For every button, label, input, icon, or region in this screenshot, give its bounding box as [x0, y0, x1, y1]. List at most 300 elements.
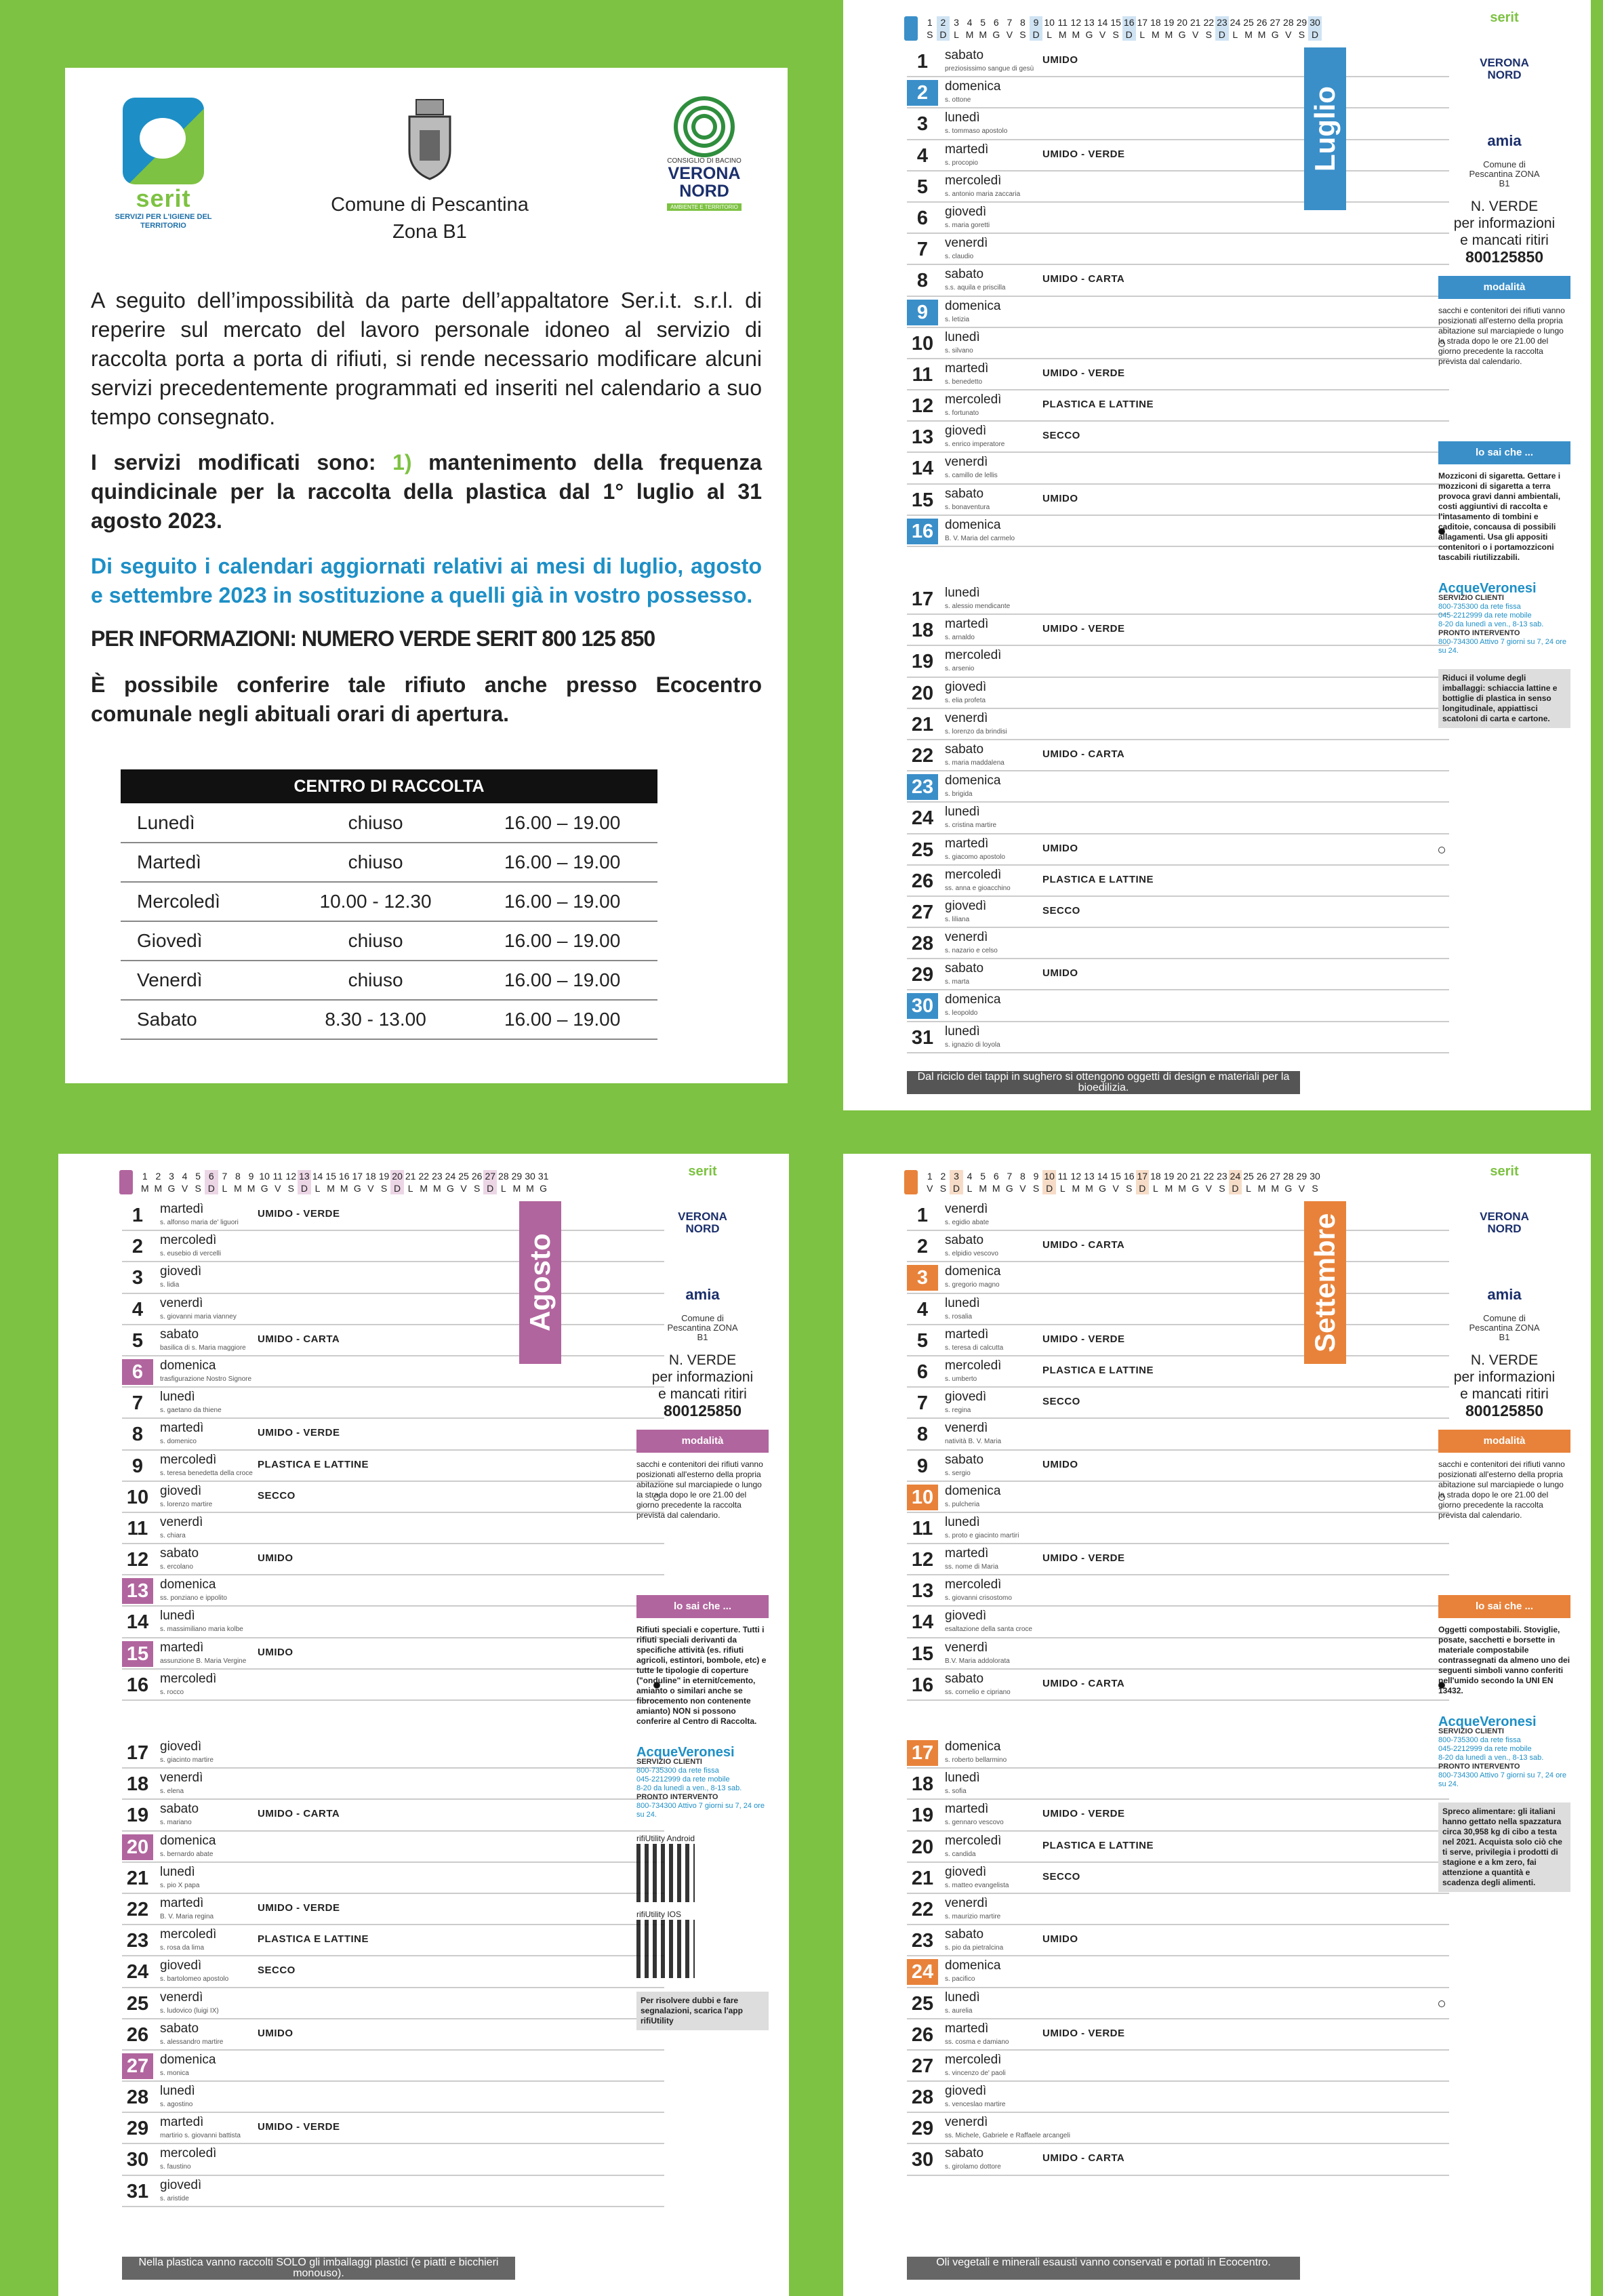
service-label: UMIDO - CARTA [1042, 748, 1125, 760]
strip-day: 30 D [1308, 16, 1322, 41]
day-number: 12 [126, 1549, 149, 1571]
strip-weekday: S [927, 29, 933, 40]
saint-name: s. bartolomeo apostolo [160, 1975, 229, 1983]
strip-weekday: V [1205, 1183, 1212, 1194]
modalita-badge: modalità [1438, 1430, 1570, 1453]
strip-weekday: G [447, 1183, 454, 1194]
serit-leaf-icon [123, 98, 204, 184]
strip-weekday: L [1152, 1183, 1158, 1194]
day-number: 23 [907, 774, 938, 800]
day-name: venerdì [160, 1295, 203, 1310]
notice-panel [65, 68, 788, 1083]
saint-name: s. gennaro vescovo [945, 1819, 1004, 1827]
saint-name: natività B. V. Maria [945, 1438, 1002, 1446]
service-label: PLASTICA E LATTINE [1042, 1839, 1154, 1851]
side-vn-logo [636, 1211, 769, 1235]
day-name: sabato [160, 1327, 199, 1342]
serit-logo-subtitle: SERVIZI PER L'IGIENE DEL TERRITORIO [115, 213, 212, 230]
saint-name: assunzione B. Maria Vergine [160, 1657, 247, 1665]
nverde-number: 800125850 [1465, 1402, 1544, 1419]
side-vn2: NORD [685, 1222, 720, 1235]
strip-day: 31 G [537, 1170, 550, 1194]
side-amia-logo: amia [1487, 132, 1522, 149]
strip-weekday: D [300, 1183, 308, 1194]
strip-weekday: M [433, 1183, 441, 1194]
strip-day: 16 D [1122, 16, 1136, 41]
day-number: 26 [911, 870, 934, 892]
strip-weekday: S [195, 1183, 201, 1194]
day-name: lunedì [945, 110, 980, 125]
day-number: 19 [126, 1805, 149, 1827]
day-row [907, 1925, 1449, 1956]
strip-weekday: G [1271, 29, 1279, 40]
centro-row [121, 961, 657, 1000]
day-row [122, 1294, 664, 1325]
day-number: 5 [916, 1329, 929, 1352]
day-name: lunedì [945, 1024, 980, 1039]
day-name: mercoledì [945, 648, 1002, 663]
day-row [122, 1607, 664, 1638]
service-label: UMIDO - VERDE [1042, 1333, 1125, 1345]
day-row [907, 108, 1449, 140]
strip-day: 12 M [1070, 16, 1083, 41]
p2b: mantenimento della frequenza quindicinale per la raccolta della plastica dal 1° luglio al 31 agosto 2023. [91, 450, 763, 533]
saint-name: s. pio X papa [160, 1881, 200, 1889]
saint-name: s. brigida [945, 790, 973, 799]
strip-day: 10 L [1042, 16, 1056, 41]
strip-day: 28 V [1282, 16, 1295, 41]
day-number: 21 [911, 713, 934, 736]
day-row [907, 866, 1449, 897]
day-number: 26 [911, 2023, 934, 2046]
service-label: SECCO [1042, 430, 1080, 442]
side-comune: Comune di Pescantina ZONA B1 [1469, 159, 1540, 188]
day-row [907, 390, 1449, 422]
month-tab: Settembre [1304, 1201, 1346, 1364]
saint-name: s. faustino [160, 2163, 191, 2171]
saint-name: B. V. Maria del carmelo [945, 534, 1015, 542]
strip-day: 17 L [1136, 16, 1150, 41]
day-name: mercoledì [945, 867, 1002, 882]
strip-day: 2 D [937, 16, 950, 41]
day-name: sabato [945, 1452, 984, 1467]
day-row [122, 1451, 664, 1482]
strip-day: 12 M [1070, 1170, 1083, 1194]
acq-l2: 045-2212999 da rete mobile [1438, 1745, 1532, 1753]
saint-name: s. maurizio martire [945, 1912, 1001, 1920]
day-number: 28 [911, 2087, 934, 2109]
day-row [122, 1800, 664, 1831]
saint-name: martirio s. giovanni battista [160, 2132, 241, 2140]
day-row [907, 1638, 1449, 1670]
calendar-settembre [843, 1154, 1591, 2296]
strip-weekday: S [380, 1183, 388, 1194]
service-label: SECCO [258, 1489, 296, 1502]
saint-name: s. leopoldo [945, 1009, 978, 1018]
service-label: SECCO [258, 1965, 296, 1977]
service-label: UMIDO - VERDE [258, 1208, 340, 1220]
strip-weekday: G [1284, 1183, 1293, 1194]
day-row [907, 1388, 1449, 1419]
strip-weekday: M [154, 1183, 163, 1194]
side-serit-logo: serit [688, 1164, 717, 1179]
strip-weekday: V [927, 1183, 933, 1194]
day-number: 13 [911, 1580, 934, 1603]
strip-weekday: L [967, 1183, 973, 1194]
strip-weekday: L [1059, 1183, 1066, 1194]
day-name: mercoledì [945, 1577, 1002, 1592]
nverde1: N. VERDE [668, 1352, 737, 1368]
day-row [122, 1925, 664, 1956]
day-name: martedì [160, 1202, 204, 1216]
day-name: martedì [160, 2115, 204, 2130]
vn-big2: NORD [679, 182, 729, 201]
centro-afternoon: 16.00 – 19.00 [467, 882, 657, 921]
side-vn2: NORD [1487, 1222, 1522, 1235]
day-number: 11 [127, 1517, 148, 1539]
day-row [907, 1863, 1449, 1894]
strip-weekday: M [1085, 1183, 1093, 1194]
side-serit-logo: serit [1490, 10, 1519, 25]
day-number: 21 [126, 1867, 149, 1889]
day-number: 4 [916, 1298, 929, 1321]
strip-day: 11 M [1056, 16, 1070, 41]
day-row [122, 1670, 664, 1701]
strip-day: 21 G [1189, 1170, 1202, 1194]
saint-name: s. sergio [945, 1469, 971, 1477]
app-ios-label: rifiUtility IOS [636, 1910, 681, 1919]
strip-weekday: D [1311, 29, 1319, 40]
saint-name: s. elena [160, 1788, 184, 1796]
day-row [122, 1544, 664, 1575]
strip-weekday: G [992, 29, 1000, 40]
saint-name: s. chiara [160, 1531, 186, 1539]
day-name: martedì [945, 1802, 989, 1817]
strip-day: 17 D [1136, 1170, 1150, 1194]
day-name: giovedì [945, 204, 987, 219]
saint-name: s. rocco [160, 1688, 184, 1696]
strip-weekday: G [1005, 1183, 1013, 1194]
saint-name: ss. anna e gioacchino [945, 884, 1011, 892]
strip-weekday: V [460, 1183, 467, 1194]
day-name: venerdì [945, 930, 988, 945]
side-column [1438, 12, 1570, 728]
strip-day: 6 G [990, 16, 1003, 41]
day-row [907, 709, 1449, 740]
day-number: 10 [126, 1486, 149, 1508]
centro-day: Martedì [121, 843, 284, 882]
strip-day: 27 M [1268, 1170, 1282, 1194]
service-label: UMIDO - CARTA [1042, 273, 1125, 285]
day-name: venerdì [945, 1202, 988, 1216]
strip-day: 8 V [1016, 1170, 1030, 1194]
saint-name: s. mariano [160, 1819, 192, 1827]
day-number: 5 [916, 176, 929, 198]
centro-morning: 10.00 - 12.30 [284, 882, 467, 921]
saint-name: s. lidia [160, 1281, 180, 1289]
day-row [907, 2019, 1449, 2051]
saint-name: s. camillo de lellis [945, 472, 998, 480]
strip-day: 22 M [417, 1170, 430, 1194]
strip-month-tag [904, 16, 918, 41]
strip-day: 29 V [1295, 1170, 1309, 1194]
day-number: 25 [126, 1992, 149, 2015]
strip-weekday: G [1085, 29, 1093, 40]
day-number: 6 [916, 207, 929, 229]
nverde3: e mancati ritiri [658, 1386, 747, 1402]
day-number: 25 [911, 1992, 934, 2015]
day-name: lunedì [945, 586, 980, 600]
service-label: PLASTICA E LATTINE [258, 1933, 369, 1946]
day-row [907, 740, 1449, 771]
strip-day: 7 L [218, 1170, 232, 1194]
day-number: 17 [126, 1742, 149, 1764]
day-number: 16 [911, 1674, 934, 1696]
day-row [907, 928, 1449, 959]
saint-name: preziosissimo sangue di gesù [945, 65, 1034, 73]
strip-weekday: M [965, 29, 974, 40]
day-row [122, 1863, 664, 1894]
day-name: mercoledì [945, 1358, 1002, 1373]
day-row [122, 2019, 664, 2051]
day-number: 16 [126, 1674, 149, 1696]
side-comune: Comune di Pescantina ZONA B1 [667, 1313, 738, 1342]
strip-weekday: L [222, 1183, 228, 1194]
saint-name: s. bonaventura [945, 503, 990, 511]
day-row [907, 1956, 1449, 1988]
day-row [907, 1670, 1449, 1701]
side-numero-verde [1438, 1352, 1570, 1420]
service-label: SECCO [1042, 1870, 1080, 1882]
day-row [907, 422, 1449, 453]
centro-row [121, 843, 657, 882]
day-number: 23 [126, 1930, 149, 1952]
nverde3: e mancati ritiri [1460, 233, 1549, 248]
day-row [907, 1262, 1449, 1293]
day-name: mercoledì [160, 1927, 217, 1942]
day-row [907, 678, 1449, 709]
strip-day: 20 M [1175, 1170, 1189, 1194]
strip-weekday: V [367, 1183, 374, 1194]
day-row [907, 646, 1449, 677]
day-number: 2 [916, 1236, 929, 1258]
day-number: 9 [907, 300, 938, 325]
strip-weekday: M [1164, 1183, 1173, 1194]
strip-weekday: S [1019, 29, 1026, 40]
service-label: UMIDO [1042, 967, 1078, 980]
strip-weekday: V [181, 1183, 188, 1194]
strip-day: 20 D [390, 1170, 404, 1194]
footer-bar: Oli vegetali e minerali esausti vanno conservati e portati in Ecocentro. [907, 2257, 1300, 2280]
day-name: sabato [160, 1802, 199, 1817]
strip-day: 1 S [923, 16, 937, 41]
strip-day: 3 L [950, 16, 963, 41]
nverde2: per informazioni [1453, 216, 1556, 231]
saint-name: s. liliana [945, 915, 970, 923]
vn-bar: AMBIENTE E TERRITORIO [667, 203, 742, 211]
service-label: UMIDO [1042, 54, 1078, 66]
day-name: venerdì [160, 1990, 203, 2005]
acq-l4: 800-734300 Attivo 7 giorni su 7, 24 ore su 24. [1438, 1771, 1566, 1788]
day-number: 4 [916, 144, 929, 167]
day-number: 31 [126, 2180, 149, 2202]
strip-day: 1 M [138, 1170, 152, 1194]
day-row [907, 1451, 1449, 1482]
day-name: domenica [945, 1264, 1001, 1279]
day-number: 2 [131, 1236, 144, 1258]
comune-line2: Zona B1 [392, 221, 467, 243]
strip-weekday: V [1112, 1183, 1119, 1194]
day-row [907, 1482, 1449, 1513]
saint-name: s. alfonso maria de' liguori [160, 1219, 239, 1226]
side-comune: Comune di Pescantina ZONA B1 [1469, 1313, 1540, 1342]
strip-day: 15 M [324, 1170, 338, 1194]
strip-day: 4 L [963, 1170, 977, 1194]
strip-day: 18 V [364, 1170, 378, 1194]
day-number: 15 [911, 1643, 934, 1665]
saint-name: s. ercolano [160, 1563, 193, 1571]
strip-day: 18 M [1149, 16, 1162, 41]
day-row [907, 297, 1449, 328]
day-name: sabato [945, 1233, 984, 1248]
footer-bar: Dal riciclo dei tappi in sughero si ottengono oggetti di design e materiali per la bioedilizia. [907, 1071, 1300, 1094]
day-row [122, 1988, 664, 2019]
strip-weekday: M [1058, 29, 1067, 40]
strip-day: 23 S [1215, 1170, 1229, 1194]
strip-day: 21 V [1189, 16, 1202, 41]
day-number: 24 [911, 807, 934, 830]
day-name: martedì [160, 1640, 204, 1655]
day-number: 14 [911, 1611, 934, 1634]
strip-weekday: V [1285, 29, 1292, 40]
day-name: martedì [945, 2021, 989, 2036]
day-number: 30 [911, 2149, 934, 2171]
service-label: UMIDO - CARTA [1042, 1677, 1125, 1689]
saint-name: s. ottone [945, 96, 971, 104]
day-name: domenica [945, 298, 1001, 313]
verona-nord-rings-icon [674, 96, 735, 157]
saint-name: s. ignazio di loyola [945, 1041, 1000, 1049]
strip-weekday: G [353, 1183, 361, 1194]
strip-weekday: M [1072, 29, 1080, 40]
day-number: 7 [916, 239, 929, 261]
strip-weekday: L [954, 29, 959, 40]
calendar-luglio [843, 0, 1591, 1110]
day-number: 14 [911, 458, 934, 480]
strip-weekday: M [1178, 1183, 1186, 1194]
day-number: 31 [911, 1026, 934, 1049]
side-column [636, 1166, 769, 2030]
day-name: domenica [945, 517, 1001, 532]
qr-android-icon [636, 1844, 695, 1902]
saint-name: B. V. Maria regina [160, 1912, 214, 1920]
saint-name: s. vincenzo de' paoli [945, 2069, 1006, 2077]
strip-day: 9 D [1030, 16, 1043, 41]
modalita-badge: modalità [636, 1430, 769, 1453]
day-name: giovedì [945, 1609, 987, 1624]
acq-l1: 800-735300 da rete fissa [1438, 1736, 1521, 1744]
centro-afternoon: 16.00 – 19.00 [467, 843, 657, 882]
tip2-box: Per risolvere dubbi e fare segnalazioni, scarica l'app rifiUtility [636, 1992, 769, 2030]
saint-name: s. nazario e celso [945, 947, 998, 955]
centro-morning: 8.30 - 13.00 [284, 1000, 467, 1039]
days-list [907, 1200, 1449, 2176]
moon-phase-icon [1438, 847, 1445, 853]
day-name: giovedì [945, 2084, 987, 2099]
centro-afternoon: 16.00 – 19.00 [467, 803, 657, 843]
day-number: 22 [126, 1898, 149, 1920]
day-row [907, 1894, 1449, 1925]
strip-weekday: L [314, 1183, 321, 1194]
day-name: sabato [945, 486, 984, 501]
day-name: venerdì [945, 1421, 988, 1436]
day-number: 2 [907, 80, 938, 106]
saint-name: s. sofia [945, 1788, 967, 1796]
strip-weekday: D [1032, 29, 1040, 40]
day-name: venerdì [945, 710, 988, 725]
saint-name: ss. cornelio e cipriano [945, 1688, 1011, 1696]
day-number: 13 [122, 1578, 153, 1604]
strip-day: 8 S [1016, 16, 1030, 41]
day-row [907, 2082, 1449, 2113]
notice-paragraph-3: Di seguito i calendari aggiornati relativi ai mesi di luglio, agosto e settembre 2023 in sostituzione a quelli già in vostro possesso. [91, 554, 762, 607]
centro-row [121, 882, 657, 921]
centro-morning: chiuso [284, 921, 467, 961]
strip-day: 28 L [497, 1170, 510, 1194]
day-row [122, 1231, 664, 1262]
strip-day: 4 M [963, 16, 977, 41]
day-row [907, 1022, 1449, 1053]
saint-name: s. maria maddalena [945, 759, 1005, 767]
service-label: UMIDO [258, 1646, 293, 1658]
strip-day: 6 M [990, 1170, 1003, 1194]
strip-day: 30 M [523, 1170, 537, 1194]
saint-name: s. fortunato [945, 409, 979, 418]
day-row [122, 1575, 664, 1607]
strip-weekday: M [1257, 29, 1266, 40]
strip-day: 25 L [1242, 1170, 1255, 1194]
strip-day: 13 G [1082, 16, 1096, 41]
day-row [122, 2082, 664, 2113]
saint-name: ss. ponziano e ippolito [160, 1594, 227, 1603]
vn-big1: VERONA [668, 164, 741, 183]
strip-weekday: D [952, 1183, 960, 1194]
strip-day: 16 S [1122, 1170, 1136, 1194]
service-label: UMIDO - VERDE [1042, 148, 1125, 160]
saint-name: s. candida [945, 1850, 976, 1858]
acq-l3: 8-20 da lunedì a ven., 8-13 sab. [636, 1784, 742, 1792]
acq-pi: PRONTO INTERVENTO [636, 1793, 718, 1801]
day-strip-top [904, 1170, 1322, 1194]
centro-morning: chiuso [284, 843, 467, 882]
strip-day: 26 M [1255, 1170, 1269, 1194]
notice-info: PER INFORMAZIONI: NUMERO VERDE SERIT 800 125 850 [91, 626, 655, 651]
day-name: venerdì [160, 1771, 203, 1786]
saint-name: s. arnaldo [945, 634, 975, 642]
strip-day: 7 V [1003, 16, 1017, 41]
day-row [907, 359, 1449, 390]
day-name: sabato [945, 2146, 984, 2161]
day-row [122, 1325, 664, 1356]
side-vn1: VERONA [1480, 1210, 1529, 1223]
acque-info [1438, 594, 1570, 656]
day-row [907, 1294, 1449, 1325]
saint-name: s. elpidio vescovo [945, 1250, 998, 1258]
side-amia-logo: amia [685, 1286, 720, 1303]
saint-name: s. tommaso apostolo [945, 127, 1008, 136]
service-label: SECCO [1042, 1396, 1080, 1408]
service-label: UMIDO - CARTA [1042, 1239, 1125, 1251]
